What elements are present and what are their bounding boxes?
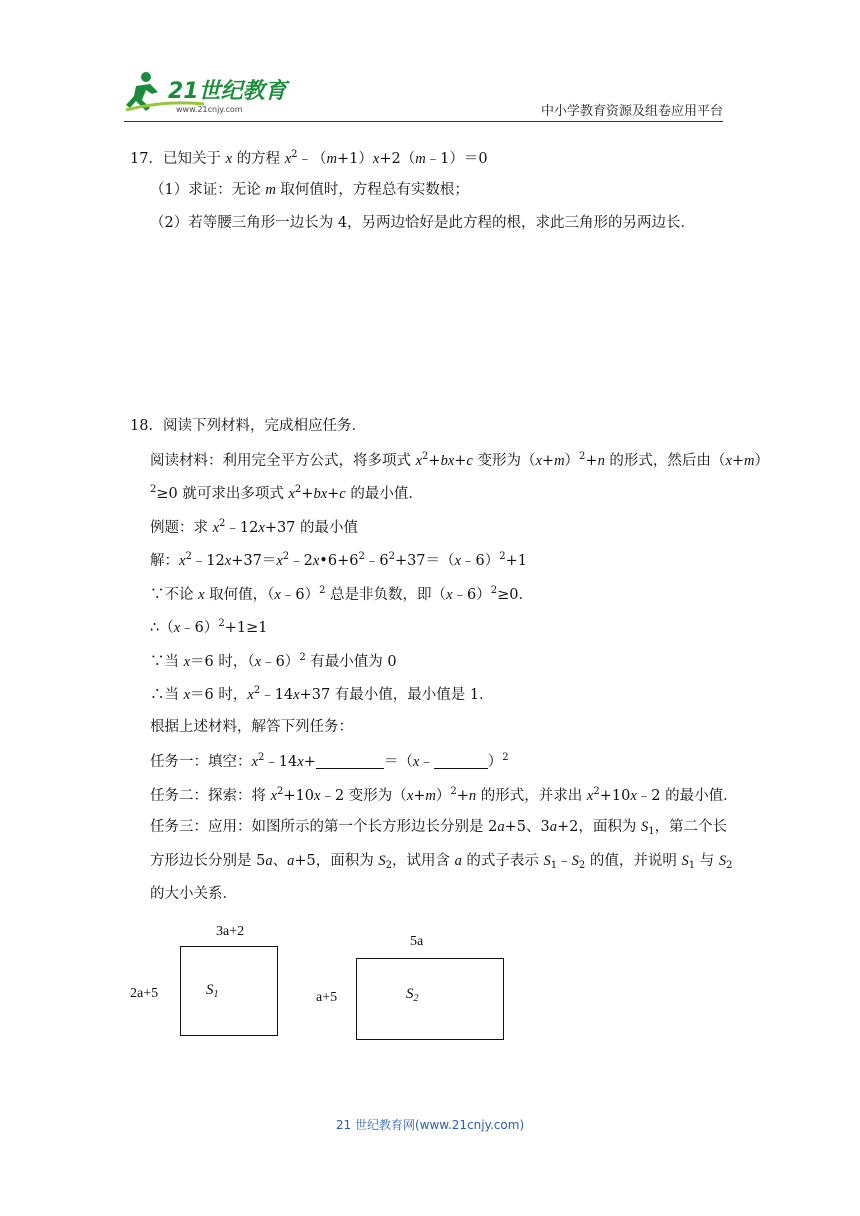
rect1-top-label: 3a+2: [216, 924, 245, 939]
q18-task3-line3: 的大小关系．: [150, 886, 237, 902]
logo-url-text: www.21cnjy.com: [176, 105, 243, 114]
q18-task2: 任务二：探索：将 $x^2+10x﹣2$ 变形为$(x+m)^2+n$ 的形式，并求出 $x^2+10x﹣2$ 的最小值．: [150, 786, 738, 804]
header-divider: [124, 121, 723, 122]
q18-because-1: ∵不论 x 取何值，（x﹣6）$^2$ 总是非负数，即（x﹣6）$^2$≥0．: [150, 585, 533, 603]
task1-blank-1[interactable]: [316, 756, 384, 769]
rect2-area-label: $S_2$: [406, 986, 419, 1004]
rectangles-figure: [120, 920, 540, 1050]
logo-text: 21世纪教育: [168, 79, 287, 104]
q18-material-line2: $^2$≥0 就可求出多项式 $x^2+bx+c$ 的最小值．: [150, 484, 423, 502]
q18-material-line1: 阅读材料：利用完全平方公式，将多项式 $x^2+bx+c$ 变形为$(x+m)^2+n$ 的形式，然后由（x+m）: [150, 451, 770, 469]
q18-therefore-2: ∴当 x＝6 时，$x^2﹣14x+37$ 有最小值，最小值是 1．: [150, 685, 494, 703]
q18-because-2: ∵当 x＝6 时，（x﹣6）$^2$ 有最小值为 0: [150, 652, 397, 670]
rect2-left-label: a+5: [316, 990, 338, 1005]
platform-name: 中小学教育资源及组卷应用平台: [540, 104, 723, 119]
q18-therefore-1: ∴（x﹣6）$^2$+1≥1: [150, 618, 268, 636]
footer-link[interactable]: 21 世纪教育网(www.21cnjy.com): [335, 1118, 525, 1132]
site-logo: [124, 70, 294, 116]
q18-tasks-intro: 根据上述材料，解答下列任务：: [150, 719, 353, 735]
rect1-left-label: 2a+5: [130, 986, 159, 1001]
q18-task3-line2: 方形边长分别是 5a、a+5，面积为 $S_2$，试用含 a 的式子表示 $S_1﹣S_2$ 的值，并说明 $S_1$ 与 $S_2$: [150, 853, 733, 871]
q17-part2: （2）若等腰三角形一边长为 4，另两边恰好是此方程的根，求此三角形的另两边长．: [150, 215, 696, 231]
q17-stem: 17．已知关于 x 的方程 $x^2﹣(m+1)x+2(m﹣1)=0$: [130, 149, 488, 167]
q18-task3-line1: 任务三：应用：如图所示的第一个长方形边长分别是 2a+5、3a+2，面积为 $S_1$，第二个长: [150, 819, 728, 837]
rect1-area-label: $S_1$: [206, 982, 219, 1000]
q17-part1: （1）求证：无论 m 取何值时，方程总有实数根；: [150, 182, 469, 198]
rectangle-s2: [356, 958, 504, 1040]
q18-example: 例题：求 $x^2﹣12x+37$ 的最小值: [150, 518, 359, 536]
q18-solution: 解：$x^2﹣12x+37=x^2﹣2x•6+6^2﹣6^2+37=(x﹣6)^2+1$: [150, 551, 527, 569]
rectangle-s1: [180, 946, 278, 1036]
q18-stem: 18．阅读下列材料，完成相应任务．: [130, 418, 366, 434]
rect2-top-label: 5a: [410, 934, 424, 949]
q18-task1: 任务一：填空：$x^2﹣14x+$ ＝（x﹣ ）$^2$: [150, 752, 509, 770]
task1-blank-2[interactable]: [434, 756, 488, 769]
